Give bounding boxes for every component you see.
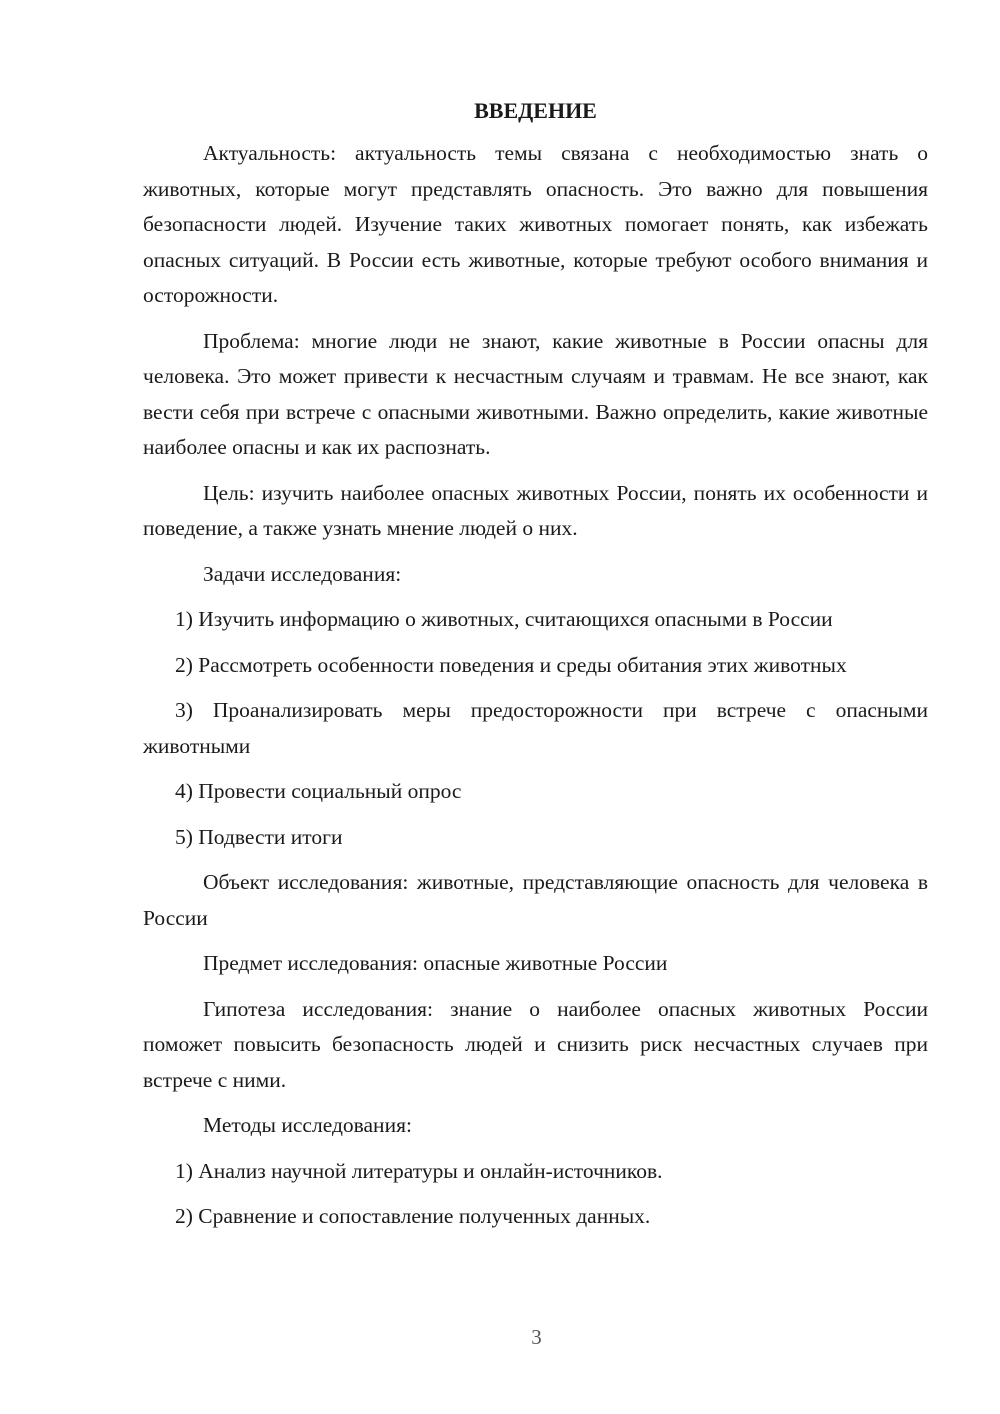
goal-paragraph: Цель: изучить наиболее опасных животных России, понять их особенности и поведение, а также узнать мнение людей о них. [143, 480, 928, 540]
task-item: 1) Изучить информацию о животных, считающихся опасными в России [175, 607, 833, 631]
methods-heading: Методы исследования: [203, 1113, 412, 1137]
document-page [143, 94, 928, 1245]
task-item: 3) Проанализировать меры предосторожности при встрече с опасными животными [143, 698, 928, 758]
task-item: 5) Подвести итоги [175, 824, 343, 849]
tasks-heading: Задачи исследования: [203, 561, 402, 586]
section-title: ВВЕДЕНИЕ [474, 98, 597, 123]
task-item: 4) Провести социальный опрос [175, 779, 462, 803]
problem-paragraph: Проблема: многие люди не знают, какие животные в России опасны для человека. Это может привести к несчастным случаям и травмам. Не все знают, как вести себя при встрече с опасными животными. Важно определить, какие животные наиболее опасны и как их распознать. [143, 328, 928, 459]
relevance-paragraph: Актуальность: актуальность темы связана с необходимостью знать о животных, которые могут представлять опасность. Это важно для повышения безопасности людей. Изучение таких животных помогает понять, как избежать опасных ситуаций. В России есть животные, которые требуют особого внимания и осторожности. [143, 141, 928, 307]
task-item: 2) Рассмотреть особенности поведения и среды обитания этих животных [175, 652, 847, 677]
method-item: 1) Анализ научной литературы и онлайн-источников. [175, 1158, 663, 1183]
method-item: 2) Сравнение и сопоставление полученных данных. [175, 1204, 651, 1228]
subject-paragraph: Предмет исследования: опасные животные России [203, 951, 668, 975]
page-number: 3 [531, 1325, 542, 1349]
hypothesis-paragraph: Гипотеза исследования: знание о наиболее опасных животных России поможет повысить безопасность людей и снизить риск несчастных случаев при встрече с ними. [143, 996, 928, 1092]
object-paragraph: Объект исследования: животные, представляющие опасность для человека в России [143, 870, 928, 930]
